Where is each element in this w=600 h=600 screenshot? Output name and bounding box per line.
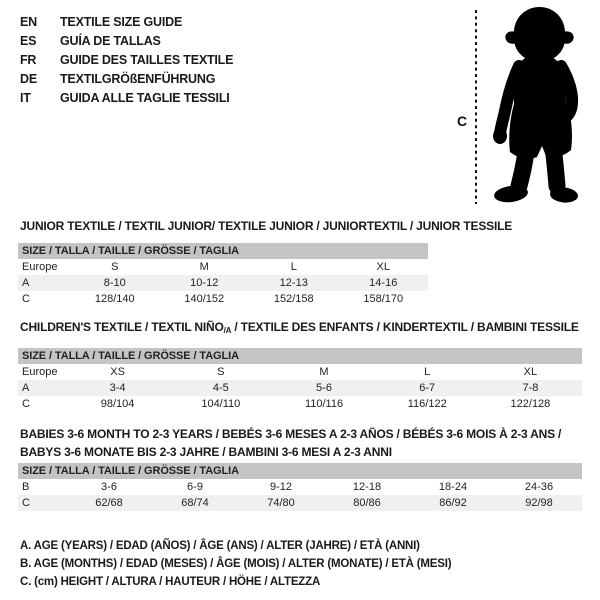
guide-title-fr: GUIDE DES TAILLES TEXTILE: [60, 53, 234, 67]
table-row: [18, 380, 582, 396]
age-cell: 5-6: [316, 382, 332, 394]
height-cell: 140/152: [184, 293, 225, 305]
babies-size-table: [18, 463, 582, 511]
height-cell: 62/68: [95, 497, 123, 509]
height-cell: 80/86: [353, 497, 381, 509]
age-cell: 9-12: [269, 481, 293, 493]
lang-row-fr: [20, 51, 233, 70]
children-size-table: [18, 348, 582, 412]
lang-code: DE: [20, 72, 37, 86]
footnote-age-months: B. AGE (MONTHS) / EDAD (MESES) / ÂGE (MOIS) / ALTER (MONATE) / ETÀ (MESI): [20, 558, 452, 570]
children-title-subscript: /A: [223, 326, 232, 335]
babies-table-title: [20, 425, 580, 461]
height-cell: 128/140: [94, 293, 135, 305]
lang-code: FR: [20, 53, 37, 67]
table-row: [18, 364, 582, 380]
row-label: A: [22, 382, 30, 394]
age-cell: 18-24: [438, 481, 468, 493]
age-cell: 3-6: [101, 481, 117, 493]
age-cell: 6-7: [419, 382, 436, 394]
table-row: [18, 291, 428, 307]
table-row: [18, 479, 582, 495]
children-title-suffix: / TEXTILE DES ENFANTS / KINDERTEXTIL / BAMBINI TESSILE: [231, 320, 579, 334]
babies-title-line1: BABIES 3-6 MONTH TO 2-3 YEARS / BEBÉS 3-6 MESES A 2-3 AÑOS / BÉBÉS 3-6 MOIS À 2-3 ANS /: [20, 427, 562, 441]
height-cell: 104/110: [201, 398, 241, 410]
table-row: [18, 396, 582, 412]
height-cell: 152/158: [273, 293, 314, 305]
lang-row-es: [20, 32, 233, 51]
age-cell: 8-10: [103, 277, 126, 289]
height-measure-figure: [448, 4, 596, 208]
size-cell: XL: [523, 366, 538, 378]
footnote-height: C. (cm) HEIGHT / ALTURA / HAUTEUR / HÖHE / ALTEZZA: [20, 576, 321, 588]
lang-row-en: [20, 13, 233, 32]
babies-size-header: SIZE / TALLA / TAILLE / GRÖSSE / TAGLIA: [18, 463, 582, 479]
row-label: Europe: [22, 366, 58, 378]
size-cell: S: [111, 261, 119, 273]
size-cell: L: [290, 261, 297, 273]
footnote-age-years: A. AGE (YEARS) / EDAD (AÑOS) / ÂGE (ANS) / ALTER (JAHRE) / ETÀ (ANNI): [20, 540, 420, 552]
height-cell: 68/74: [181, 497, 209, 509]
lang-row-de: [20, 70, 233, 89]
toddler-silhouette-graphic: [448, 4, 596, 208]
size-cell: L: [424, 366, 431, 378]
row-label: C: [22, 398, 30, 410]
table-row: [18, 259, 428, 275]
toddler-silhouette: [493, 7, 579, 204]
row-label: B: [22, 481, 30, 493]
lang-code: IT: [20, 91, 31, 105]
table-row: [18, 495, 582, 511]
height-measure-label: C: [457, 113, 468, 129]
height-cell: 122/128: [510, 398, 551, 410]
size-cell: XL: [376, 261, 390, 273]
row-label: Europe: [22, 261, 58, 273]
children-size-header: SIZE / TALLA / TAILLE / GRÖSSE / TAGLIA: [18, 348, 582, 364]
height-cell: 110/116: [304, 398, 344, 410]
size-cell: M: [199, 261, 209, 273]
age-cell: 3-4: [109, 382, 126, 394]
size-cell: M: [319, 366, 329, 378]
age-cell: 10-12: [190, 277, 219, 289]
age-cell: 4-5: [212, 382, 229, 394]
height-cell: 116/122: [407, 398, 447, 410]
babies-title-line2: BABYS 3-6 MONATE BIS 2-3 JAHRE / BAMBINI 3-6 MESI A 2-3 ANNI: [20, 445, 392, 459]
junior-size-table: [18, 243, 428, 307]
age-cell: 12-13: [279, 277, 308, 289]
guide-title-en: TEXTILE SIZE GUIDE: [60, 15, 183, 29]
height-cell: 92/98: [525, 497, 553, 509]
children-title-prefix: CHILDREN'S TEXTILE / TEXTIL NIÑO: [20, 320, 224, 334]
size-cell: S: [217, 366, 225, 378]
guide-title-it: GUIDA ALLE TAGLIE TESSILI: [60, 91, 230, 105]
row-label: C: [22, 293, 30, 305]
age-cell: 12-18: [352, 481, 382, 493]
age-cell: 24-36: [524, 481, 554, 493]
lang-code: EN: [20, 15, 37, 29]
age-cell: 6-9: [187, 481, 203, 493]
size-cell: XS: [110, 366, 125, 378]
guide-title-es: GUÍA DE TALLAS: [60, 34, 161, 48]
table-row: [18, 275, 428, 291]
lang-row-it: [20, 89, 233, 108]
junior-table-title: JUNIOR TEXTILE / TEXTIL JUNIOR/ TEXTILE JUNIOR / JUNIORTEXTIL / JUNIOR TESSILE: [20, 219, 513, 233]
junior-size-header: SIZE / TALLA / TAILLE / GRÖSSE / TAGLIA: [18, 243, 428, 259]
height-cell: 86/92: [439, 497, 467, 509]
height-cell: 74/80: [267, 497, 295, 509]
language-title-list: [20, 13, 233, 108]
children-table-title: [20, 320, 579, 338]
height-cell: 158/170: [363, 293, 404, 305]
age-cell: 7-8: [522, 382, 539, 394]
age-cell: 14-16: [369, 277, 398, 289]
guide-title-de: TEXTILGRÖßENFÜHRUNG: [60, 72, 216, 86]
height-cell: 98/104: [100, 398, 135, 410]
lang-code: ES: [20, 34, 37, 48]
row-label: A: [22, 277, 30, 289]
legend-footnotes: [20, 537, 451, 591]
row-label: C: [22, 497, 30, 509]
